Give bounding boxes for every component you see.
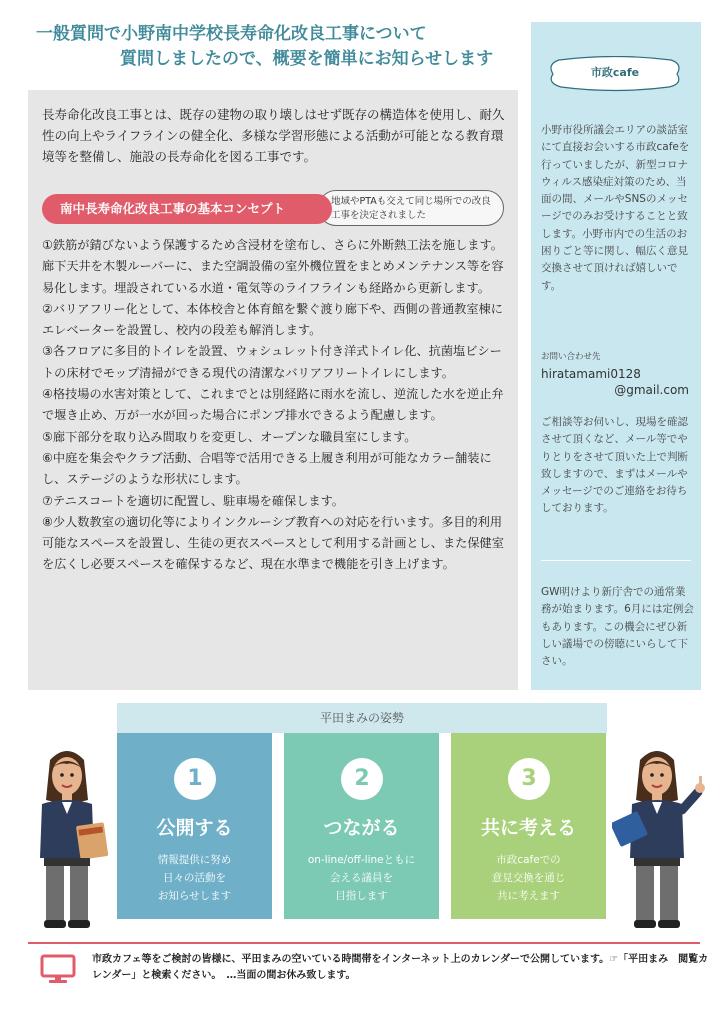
title-line-2: 質問しましたので、概要を簡単にお知らせします [120,49,494,69]
card-text-line: お知らせします [157,890,232,902]
intro-paragraph: 長寿命化改良工事とは、既存の建物の取り壊しはせず既存の構造体を使用し、耐久性の向上やライフラインの健全化、多様な学習形態による活動が可能となる教育環境等を整備し、施設の長寿命化を図る工事です。 [42,107,505,164]
woman-avatar-with-books-icon [22,740,112,930]
card-text-line: 市政cafeでの [496,854,561,866]
concept-label: 南中長寿命化改良工事の基本コンセプト [42,194,332,224]
concept-item-2: ②バリアフリー化として、本体校舎と体育館を繋ぐ渡り廊下や、西側の普通教室棟にエレベーターを設置し、校内の段差も解消します。 [42,301,503,338]
stance-card-2 [284,733,439,919]
card-title: つながる [323,817,400,839]
sidebar-divider [541,560,691,561]
card-text [284,851,439,905]
card-text-line: 日々の活動を [163,872,226,884]
card-number: 2 [341,758,383,800]
title-line-1: 一般質問で小野南中学校長寿命化改良工事について [36,24,427,44]
card-text-line: 共に考えます [497,890,560,902]
card-number: 3 [508,758,550,800]
woman-avatar-pointing-icon [612,740,712,930]
card-number: 1 [174,758,216,800]
monitor-icon [40,954,76,984]
card-text-line: 目指します [335,890,388,902]
card-text [451,851,606,905]
concept-note: 地域やPTAも交えて同じ場所での改良工事を決定されました [318,190,504,226]
sidebar-announcement: GW明けより新庁舎での通常業務が始まります。6月には定例会もあります。この機会にぜひ新しい議場での傍聴にいらして下さい。 [541,586,694,668]
concept-list [42,235,510,576]
cafe-logo-text: 市政cafe [590,66,640,79]
concept-item-3: ③各フロアに多目的トイレを設置、ウォシュレット付き洋式トイレ化、抗菌塩ビシートの床材でモップ清掃ができる現代の清潔なバリアフリートイレにします。 [42,344,502,380]
concept-item-4: ④格技場の水害対策として、これまでとは別経路に雨水を流し、逆流した水を逆止弁で堰き止め、万が一水が回った場合にポンプ排水できるよう配慮します。 [42,387,504,423]
card-title: 公開する [156,817,233,839]
contact-label: お問い合わせ先 [541,352,601,362]
footer-divider [28,942,700,944]
stance-card-1 [117,733,272,919]
concept-item-1: ①鉄筋が錆びないよう保護するため含浸材を塗布し、さらに外断熱工法を施します。廊下天井を木製ルーバーに、また空調設備の室外機位置をまとめメンテナンス等を容易化します。埋設されている水道・電気等のライフラインも経路から更新します。 [42,238,504,295]
card-text [117,851,272,905]
concept-item-7: ⑦テニスコートを適切に配置し、駐車場を確保します。 [42,493,344,508]
sidebar-consultation: ご相談等お伺いし、現場を確認させて頂くなど、メール等でやりとりをさせて頂いた上で判断致しますので、まずはメールやメッセージでのご連絡をお待ちしております。 [541,416,688,515]
card-title: 共に考える [480,817,576,839]
concept-item-8: ⑧少人数教室の適切化等によりインクルーシブ教育への対応を行います。多目的利用可能なスペースを設置し、生徒の更衣スペースとして利用する計画とし、また保健室を広くし必要スペースを確保するなど、現在水準まで機能を引き上げます。 [42,514,504,572]
page-title [36,22,516,72]
contact-email-domain: @gmail.com [614,383,689,397]
sidebar-intro: 小野市役所議会エリアの談話室にて直接お会いする市政cafeを行っていましたが、新型コロナウィルス感染症対策のため、当面の間、メールやSNSのメッセージでのみお受けすることと致します。小野市内での生活のお困りごと等に関し、幅広く意見交換させて頂ければ嬉しいです。 [541,124,690,292]
contact-email-user: hiratamami0128 [541,367,641,381]
main-content-box [28,90,518,690]
concept-item-6: ⑥中庭を集会やクラブ活動、合唱等で活用できる上履き利用が可能なカラー舗装にし、ステージのような形状にします。 [42,450,492,487]
card-text-line: 意見交換を通じ [491,872,566,884]
footer-notice: 市政カフェ等をご検討の皆様に、平田まみの空いている時間帯をインターネット上のカレンダーで公開しています。☞「平田まみ 閲覧カレンダー」と検索ください。 …当面の間お休み致します。 [92,954,709,981]
card-text-line: 情報提供に努め [157,854,232,866]
card-text-line: on-line/off-lineともに [307,854,416,866]
stance-header: 平田まみの姿勢 [117,703,607,733]
stance-card-3 [451,733,606,919]
cafe-logo [545,56,685,92]
card-text-line: 会える議員を [330,872,393,884]
sidebar-panel [531,22,701,690]
concept-item-5: ⑤廊下部分を取り込み間取りを変更し、オープンな職員室にします。 [42,429,417,444]
